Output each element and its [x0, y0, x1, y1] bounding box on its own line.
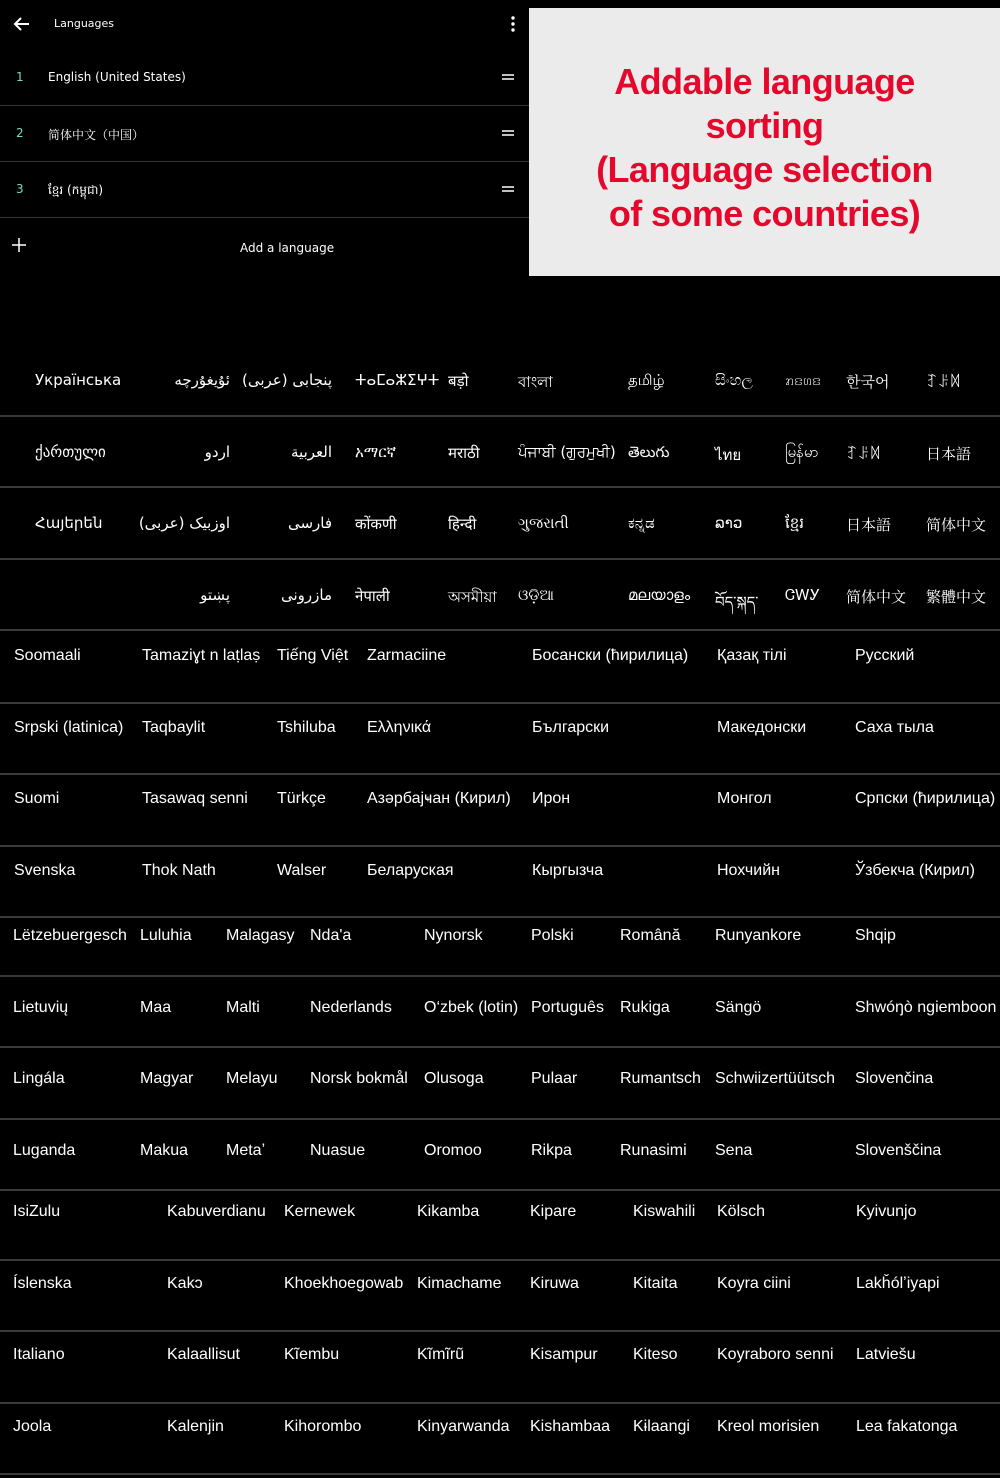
- language-option[interactable]: Tshiluba: [277, 718, 336, 736]
- language-option[interactable]: Tiếng Việt: [277, 647, 349, 664]
- language-option[interactable]: Latviešu: [856, 1346, 916, 1363]
- language-option[interactable]: IsiZulu: [13, 1203, 61, 1220]
- language-option[interactable]: Кыргызча: [532, 861, 604, 879]
- language-option[interactable]: Kishambaa: [530, 1417, 611, 1435]
- language-option[interactable]: Sängö: [715, 998, 762, 1016]
- language-option[interactable]: Nederlands: [310, 998, 392, 1016]
- language-option[interactable]: Азәрбајҹан (Кирил): [367, 790, 511, 807]
- add-language-button[interactable]: [0, 218, 529, 274]
- language-option[interactable]: ꤊꤢꤛꤢ: [785, 371, 822, 389]
- language-option[interactable]: 简体中文: [926, 516, 987, 534]
- latin-language-row: [0, 704, 1000, 776]
- language-option[interactable]: 繁體中文: [926, 588, 987, 606]
- language-option[interactable]: Khoekhoegowab: [284, 1274, 404, 1292]
- latin-language-row: [0, 1404, 1000, 1476]
- language-option[interactable]: ಕನ್ನಡ: [628, 514, 655, 532]
- language-option[interactable]: ⵜⴰⵎⴰⵣⵉⵖⵜ: [355, 371, 440, 389]
- language-option[interactable]: Саха тыла: [855, 718, 934, 736]
- language-option[interactable]: Kĩembu: [284, 1346, 340, 1363]
- latin-language-row: [0, 1048, 1000, 1120]
- language-option[interactable]: Русский: [855, 647, 915, 664]
- language-option[interactable]: Kisampur: [530, 1346, 598, 1363]
- language-option[interactable]: Pulaar: [531, 1070, 578, 1087]
- script-language-row: [0, 488, 1000, 560]
- language-option[interactable]: ქართული: [35, 443, 106, 461]
- language-option[interactable]: Nda'a: [310, 927, 352, 944]
- language-option[interactable]: Kiswahili: [633, 1203, 696, 1220]
- back-arrow-icon[interactable]: [12, 14, 32, 34]
- language-item[interactable]: [0, 162, 529, 218]
- language-option[interactable]: Tamaziɣt n laṭlaṣ: [142, 647, 261, 664]
- language-option[interactable]: Kabuverdianu: [167, 1203, 266, 1220]
- language-option[interactable]: Nynorsk: [424, 927, 483, 944]
- language-option[interactable]: मराठी: [448, 444, 480, 462]
- drag-handle-icon[interactable]: [501, 126, 515, 140]
- language-option[interactable]: پښتو: [200, 586, 230, 604]
- languages-panel: [0, 8, 529, 276]
- language-option[interactable]: Runasimi: [620, 1141, 687, 1159]
- language-option[interactable]: Soomaali: [14, 647, 81, 664]
- latin-language-row: [0, 1332, 1000, 1404]
- language-option[interactable]: မြန်မာ: [785, 443, 819, 461]
- language-option[interactable]: Монгол: [717, 790, 772, 807]
- language-option[interactable]: Հայերեն: [35, 514, 103, 532]
- language-option[interactable]: कोंकणी: [355, 515, 397, 533]
- language-option[interactable]: ᏣᎳᎩ: [785, 586, 821, 604]
- language-name: ខ្មែរ (កម្ពុជា): [48, 183, 104, 197]
- drag-handle-icon[interactable]: [501, 182, 515, 196]
- add-language-label: Add a language: [240, 241, 335, 255]
- language-option[interactable]: Norsk bokmål: [310, 1070, 408, 1087]
- language-option[interactable]: नेपाली: [355, 587, 390, 605]
- language-option[interactable]: ລາວ: [715, 514, 743, 532]
- language-option[interactable]: Italiano: [13, 1346, 65, 1363]
- language-option[interactable]: Kipare: [530, 1203, 577, 1220]
- latin-language-row: [0, 775, 1000, 847]
- language-option[interactable]: Suomi: [14, 790, 60, 807]
- language-option[interactable]: Lakȟólʼiyapi: [856, 1274, 940, 1292]
- language-option[interactable]: 日本語: [926, 445, 972, 463]
- latin-language-row: [0, 632, 1000, 704]
- language-option[interactable]: ଓଡ଼ିଆ: [518, 586, 554, 604]
- language-option[interactable]: Kiteso: [633, 1346, 678, 1363]
- language-option[interactable]: ئۇيغۇرچە: [174, 371, 230, 389]
- language-option[interactable]: Magyar: [140, 1070, 194, 1087]
- language-option[interactable]: বাংলা: [518, 373, 553, 391]
- language-option[interactable]: Kimachame: [417, 1274, 502, 1292]
- language-option[interactable]: مازرونی: [280, 586, 332, 604]
- language-option[interactable]: Makua: [140, 1141, 189, 1159]
- page-title: Languages: [54, 17, 115, 30]
- language-option[interactable]: Kɨlaangi: [633, 1417, 690, 1435]
- language-option[interactable]: Koyra ciini: [717, 1274, 791, 1292]
- language-option[interactable]: Svenska: [14, 861, 76, 879]
- language-option[interactable]: Schwiizertüütsch: [715, 1070, 836, 1087]
- language-option[interactable]: Luluhia: [140, 927, 192, 944]
- script-language-row: [0, 417, 1000, 488]
- language-option[interactable]: Қазақ тілі: [717, 647, 787, 664]
- language-option[interactable]: Metaʼ: [226, 1141, 266, 1159]
- language-option[interactable]: తెలుగు: [628, 443, 670, 461]
- language-option[interactable]: Kölsch: [717, 1203, 766, 1220]
- language-option[interactable]: ไทย: [715, 446, 742, 464]
- language-option[interactable]: Oromoo: [424, 1141, 482, 1159]
- language-option[interactable]: बड़ो: [448, 372, 469, 390]
- language-option[interactable]: Taqbaylit: [142, 718, 206, 736]
- language-option[interactable]: Kalaallisut: [167, 1346, 240, 1363]
- language-option[interactable]: Kihorombo: [284, 1417, 362, 1435]
- language-option[interactable]: Rumantsch: [620, 1070, 701, 1087]
- language-option[interactable]: 简体中文: [846, 588, 907, 606]
- language-name: 简体中文（中国）: [48, 128, 145, 142]
- language-option[interactable]: Беларуская: [367, 861, 454, 879]
- language-item[interactable]: [0, 106, 529, 162]
- language-option[interactable]: Sena: [715, 1141, 753, 1159]
- latin-language-row: [0, 1261, 1000, 1333]
- language-option[interactable]: Slovenščina: [855, 1141, 942, 1159]
- language-option[interactable]: Босански (ћирилица): [532, 647, 689, 664]
- language-option[interactable]: Kitaita: [633, 1274, 678, 1292]
- language-option[interactable]: پنجابی (عربی): [241, 371, 332, 389]
- language-option[interactable]: Kernewek: [284, 1203, 356, 1220]
- language-option[interactable]: Ўзбекча (Кирил): [855, 861, 975, 879]
- language-option[interactable]: ꆈꌠꉙ: [846, 445, 882, 463]
- language-option[interactable]: Türkçe: [277, 790, 326, 807]
- language-option[interactable]: অসমীয়া: [448, 588, 497, 606]
- language-option[interactable]: Lëtzebuergesch: [13, 927, 127, 944]
- language-option[interactable]: Македонски: [717, 718, 807, 736]
- promo-banner: [529, 8, 1000, 276]
- drag-handle-icon[interactable]: [501, 70, 515, 84]
- language-option[interactable]: Română: [620, 927, 681, 944]
- language-option[interactable]: Lingála: [13, 1070, 65, 1087]
- language-option[interactable]: தமிழ்: [628, 371, 665, 389]
- language-option[interactable]: Kalenjin: [167, 1417, 224, 1435]
- promo-headline: Addable language sorting (Language selection of some countries): [596, 61, 933, 234]
- language-option[interactable]: Malagasy: [226, 927, 295, 944]
- language-option[interactable]: اوزبیک (عربی): [138, 514, 230, 532]
- language-option[interactable]: Koyraboro senni: [717, 1346, 834, 1363]
- latin-language-row: [0, 1120, 1000, 1192]
- language-option[interactable]: Rukiga: [620, 998, 670, 1016]
- language-option[interactable]: فارسی: [287, 514, 332, 532]
- language-option[interactable]: Tasawaq senni: [142, 790, 248, 807]
- language-rank: 1: [16, 70, 24, 84]
- language-option[interactable]: 한국어: [846, 373, 890, 391]
- language-option[interactable]: Maa: [140, 998, 172, 1016]
- language-option[interactable]: Lea fakatonga: [856, 1417, 958, 1435]
- language-option[interactable]: Ελληνικά: [367, 718, 432, 736]
- language-option[interactable]: Shwóŋò ngiemboon: [855, 998, 997, 1016]
- language-option[interactable]: Српски (ћирилица): [855, 790, 996, 807]
- language-option[interactable]: Українська: [35, 371, 122, 389]
- language-option[interactable]: Malti: [226, 998, 260, 1016]
- language-option[interactable]: Thok Nath: [142, 861, 216, 879]
- language-rank: 3: [16, 182, 24, 196]
- language-option[interactable]: العربية: [291, 443, 332, 461]
- latin-language-row: [0, 977, 1000, 1049]
- language-option[interactable]: Kyivunjo: [856, 1203, 917, 1220]
- language-option[interactable]: Polski: [531, 927, 574, 944]
- language-option[interactable]: اردو: [204, 443, 230, 461]
- language-option[interactable]: ខ្មែរ: [785, 514, 805, 532]
- language-option[interactable]: Kakɔ: [167, 1274, 203, 1292]
- language-option[interactable]: Kikamba: [417, 1203, 480, 1220]
- language-option[interactable]: മലയാളം: [628, 586, 691, 604]
- language-option[interactable]: Rikpa: [531, 1141, 572, 1159]
- script-language-row: [0, 560, 1000, 631]
- language-option[interactable]: Olusoga: [424, 1070, 484, 1087]
- language-option[interactable]: Walser: [277, 861, 327, 879]
- language-option[interactable]: Nuasue: [310, 1141, 366, 1159]
- language-option[interactable]: ગુજરાતી: [518, 514, 569, 532]
- language-name: English (United States): [48, 70, 186, 84]
- language-option[interactable]: བོད་སྐད་: [715, 593, 759, 611]
- language-option[interactable]: Kreol morisien: [717, 1417, 820, 1435]
- language-option[interactable]: Нохчийн: [717, 861, 780, 879]
- language-option[interactable]: Slovenčina: [855, 1070, 934, 1087]
- language-option[interactable]: Ирон: [532, 790, 571, 807]
- language-item[interactable]: [0, 50, 529, 106]
- more-options-icon[interactable]: [507, 14, 519, 34]
- language-option[interactable]: हिन्दी: [448, 515, 477, 533]
- language-option[interactable]: አማርኛ: [355, 443, 397, 461]
- language-option[interactable]: ਪੰਜਾਬੀ (ਗੁਰਮੁਖੀ): [518, 443, 616, 461]
- language-option[interactable]: Български: [532, 718, 610, 736]
- latin-language-row: [0, 1189, 1000, 1261]
- language-option[interactable]: Shqip: [855, 927, 896, 944]
- language-option[interactable]: Srpski (latinica): [14, 718, 124, 736]
- language-option[interactable]: O‘zbek (lotin): [424, 998, 519, 1016]
- language-option[interactable]: Lietuvių: [13, 998, 69, 1016]
- language-option[interactable]: Kiruwa: [530, 1274, 579, 1292]
- language-option[interactable]: Joola: [13, 1417, 52, 1435]
- language-option[interactable]: ꆈꌠꉙ: [926, 373, 962, 391]
- plus-icon: [12, 238, 26, 252]
- language-option[interactable]: සිංහල: [715, 371, 753, 389]
- latin-language-row: [0, 905, 1000, 977]
- language-rank: 2: [16, 126, 24, 140]
- language-option[interactable]: Zarmaciine: [367, 647, 447, 664]
- language-option[interactable]: Kinyarwanda: [417, 1417, 510, 1435]
- language-option[interactable]: Íslenska: [13, 1274, 72, 1292]
- language-option[interactable]: Kĩmĩrũ: [417, 1346, 465, 1363]
- language-option[interactable]: Luganda: [13, 1141, 76, 1159]
- language-option[interactable]: Melayu: [226, 1070, 278, 1087]
- language-option[interactable]: 日本語: [846, 516, 892, 534]
- language-option[interactable]: Português: [531, 998, 604, 1016]
- script-language-row: [0, 345, 1000, 417]
- language-option[interactable]: Runyankore: [715, 927, 802, 944]
- top-app-bar: [0, 8, 529, 40]
